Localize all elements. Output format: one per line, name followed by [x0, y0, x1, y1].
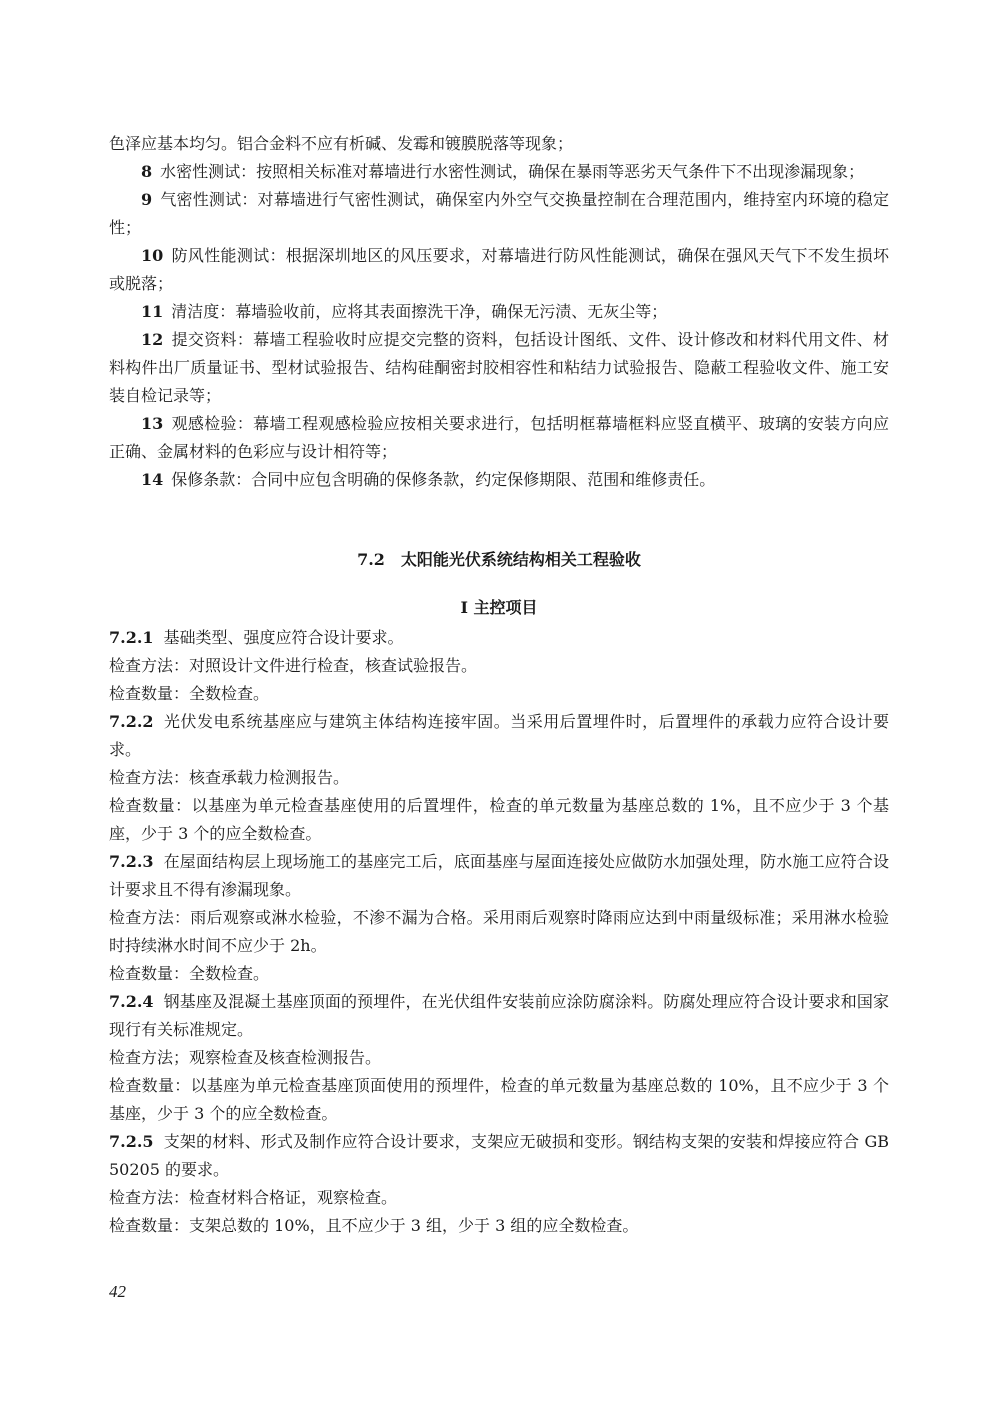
list-item: [109, 298, 889, 326]
continuation-text: 色泽应基本均匀。铝合金料不应有析碱、发霉和镀膜脱落等现象；: [109, 134, 574, 153]
item-number: 9: [141, 190, 153, 209]
item-number: 8: [141, 162, 153, 181]
clause-text: 钢基座及混凝土基座顶面的预埋件，在光伏组件安装前应涂防腐涂料。防腐处理应符合设计要求和国家现行有关标准规定。: [109, 992, 889, 1039]
inspection-quantity: 检查数量：以基座为单元检查基座使用的后置埋件，检查的单元数量为基座总数的 1%，且不应少于 3 个基座，少于 3 个的应全数检查。: [109, 796, 889, 843]
clause: [109, 624, 889, 708]
clause: [109, 1128, 889, 1240]
clause-text: 基础类型、强度应符合设计要求。: [163, 628, 404, 647]
item-text: 防风性能测试：根据深圳地区的风压要求，对幕墙进行防风性能测试，确保在强风天气下不发生损坏或脱落；: [109, 246, 889, 293]
clause-list: [109, 624, 889, 1240]
item-list: [109, 158, 889, 494]
item-number: 14: [141, 470, 164, 489]
clause-statement: [109, 1128, 889, 1184]
inspection-method: 检查方法：检查材料合格证，观察检查。: [109, 1188, 398, 1207]
item-number: 13: [141, 414, 164, 433]
item-text: 观感检验：幕墙工程观感检验应按相关要求进行，包括明框幕墙框料应竖直横平、玻璃的安装方向应正确、金属材料的色彩应与设计相符等；: [109, 414, 889, 461]
clause-number: 7.2.3: [109, 852, 154, 871]
list-item: [109, 242, 889, 298]
inspection-quantity: 检查数量：以基座为单元检查基座顶面使用的预埋件，检查的单元数量为基座总数的 10%，且不应少于 3 个基座，少于 3 个的应全数检查。: [109, 1076, 889, 1123]
clause-statement: [109, 624, 889, 652]
document-body: [109, 130, 889, 1240]
clause-statement: [109, 988, 889, 1044]
inspection-method: 检查方法：雨后观察或淋水检验，不渗不漏为合格。采用雨后观察时降雨应达到中雨量级标准；采用淋水检验时持续淋水时间不应少于 2h。: [109, 908, 889, 955]
clause: [109, 848, 889, 988]
section-subtitle: Ⅰ 主控项目: [460, 598, 538, 617]
clause-number: 7.2.1: [109, 628, 154, 647]
inspection-method: 检查方法：对照设计文件进行检查，核查试验报告。: [109, 656, 478, 675]
clause: [109, 988, 889, 1128]
inspection-method: 检查方法：核查承载力检测报告。: [109, 768, 350, 787]
inspection-quantity: 检查数量：支架总数的 10%，且不应少于 3 组，少于 3 组的应全数检查。: [109, 1216, 639, 1235]
list-item: [109, 158, 889, 186]
list-item: [109, 410, 889, 466]
clause-number: 7.2.5: [109, 1132, 154, 1151]
inspection-quantity: 检查数量：全数检查。: [109, 964, 270, 983]
list-item: [109, 326, 889, 410]
clause-number: 7.2.4: [109, 992, 154, 1011]
clause-text: 支架的材料、形式及制作应符合设计要求，支架应无破损和变形。钢结构支架的安装和焊接应符合 GB 50205 的要求。: [109, 1132, 889, 1179]
item-text: 清洁度：幕墙验收前，应将其表面擦洗干净，确保无污渍、无灰尘等；: [171, 302, 668, 321]
item-number: 11: [141, 302, 164, 321]
clause-statement: [109, 848, 889, 904]
item-text: 水密性测试：按照相关标准对幕墙进行水密性测试，确保在暴雨等恶劣天气条件下不出现渗漏现象；: [160, 162, 865, 181]
item-text: 气密性测试：对幕墙进行气密性测试，确保室内外空气交换量控制在合理范围内，维持室内环境的稳定性；: [109, 190, 889, 237]
clause-number: 7.2.2: [109, 712, 154, 731]
list-item: [109, 466, 889, 494]
page-number: 42: [109, 1282, 126, 1301]
section-title: 7.2 太阳能光伏系统结构相关工程验收: [357, 550, 641, 569]
item-text: 提交资料：幕墙工程验收时应提交完整的资料，包括设计图纸、文件、设计修改和材料代用文件、材料构件出厂质量证书、型材试验报告、结构硅酮密封胶相容性和粘结力试验报告、隐蔽工程验收文件、施工安装自检记录等；: [109, 330, 889, 405]
clause: [109, 708, 889, 848]
inspection-quantity: 检查数量：全数检查。: [109, 684, 270, 703]
clause-statement: [109, 708, 889, 764]
clause-text: 在屋面结构层上现场施工的基座完工后，底面基座与屋面连接处应做防水加强处理，防水施工应符合设计要求且不得有渗漏现象。: [109, 852, 889, 899]
item-number: 12: [141, 330, 164, 349]
item-number: 10: [141, 246, 164, 265]
clause-text: 光伏发电系统基座应与建筑主体结构连接牢固。当采用后置埋件时，后置埋件的承载力应符合设计要求。: [109, 712, 889, 759]
item-text: 保修条款：合同中应包含明确的保修条款，约定保修期限、范围和维修责任。: [171, 470, 716, 489]
list-item: [109, 186, 889, 242]
inspection-method: 检查方法；观察检查及核查检测报告。: [109, 1048, 382, 1067]
